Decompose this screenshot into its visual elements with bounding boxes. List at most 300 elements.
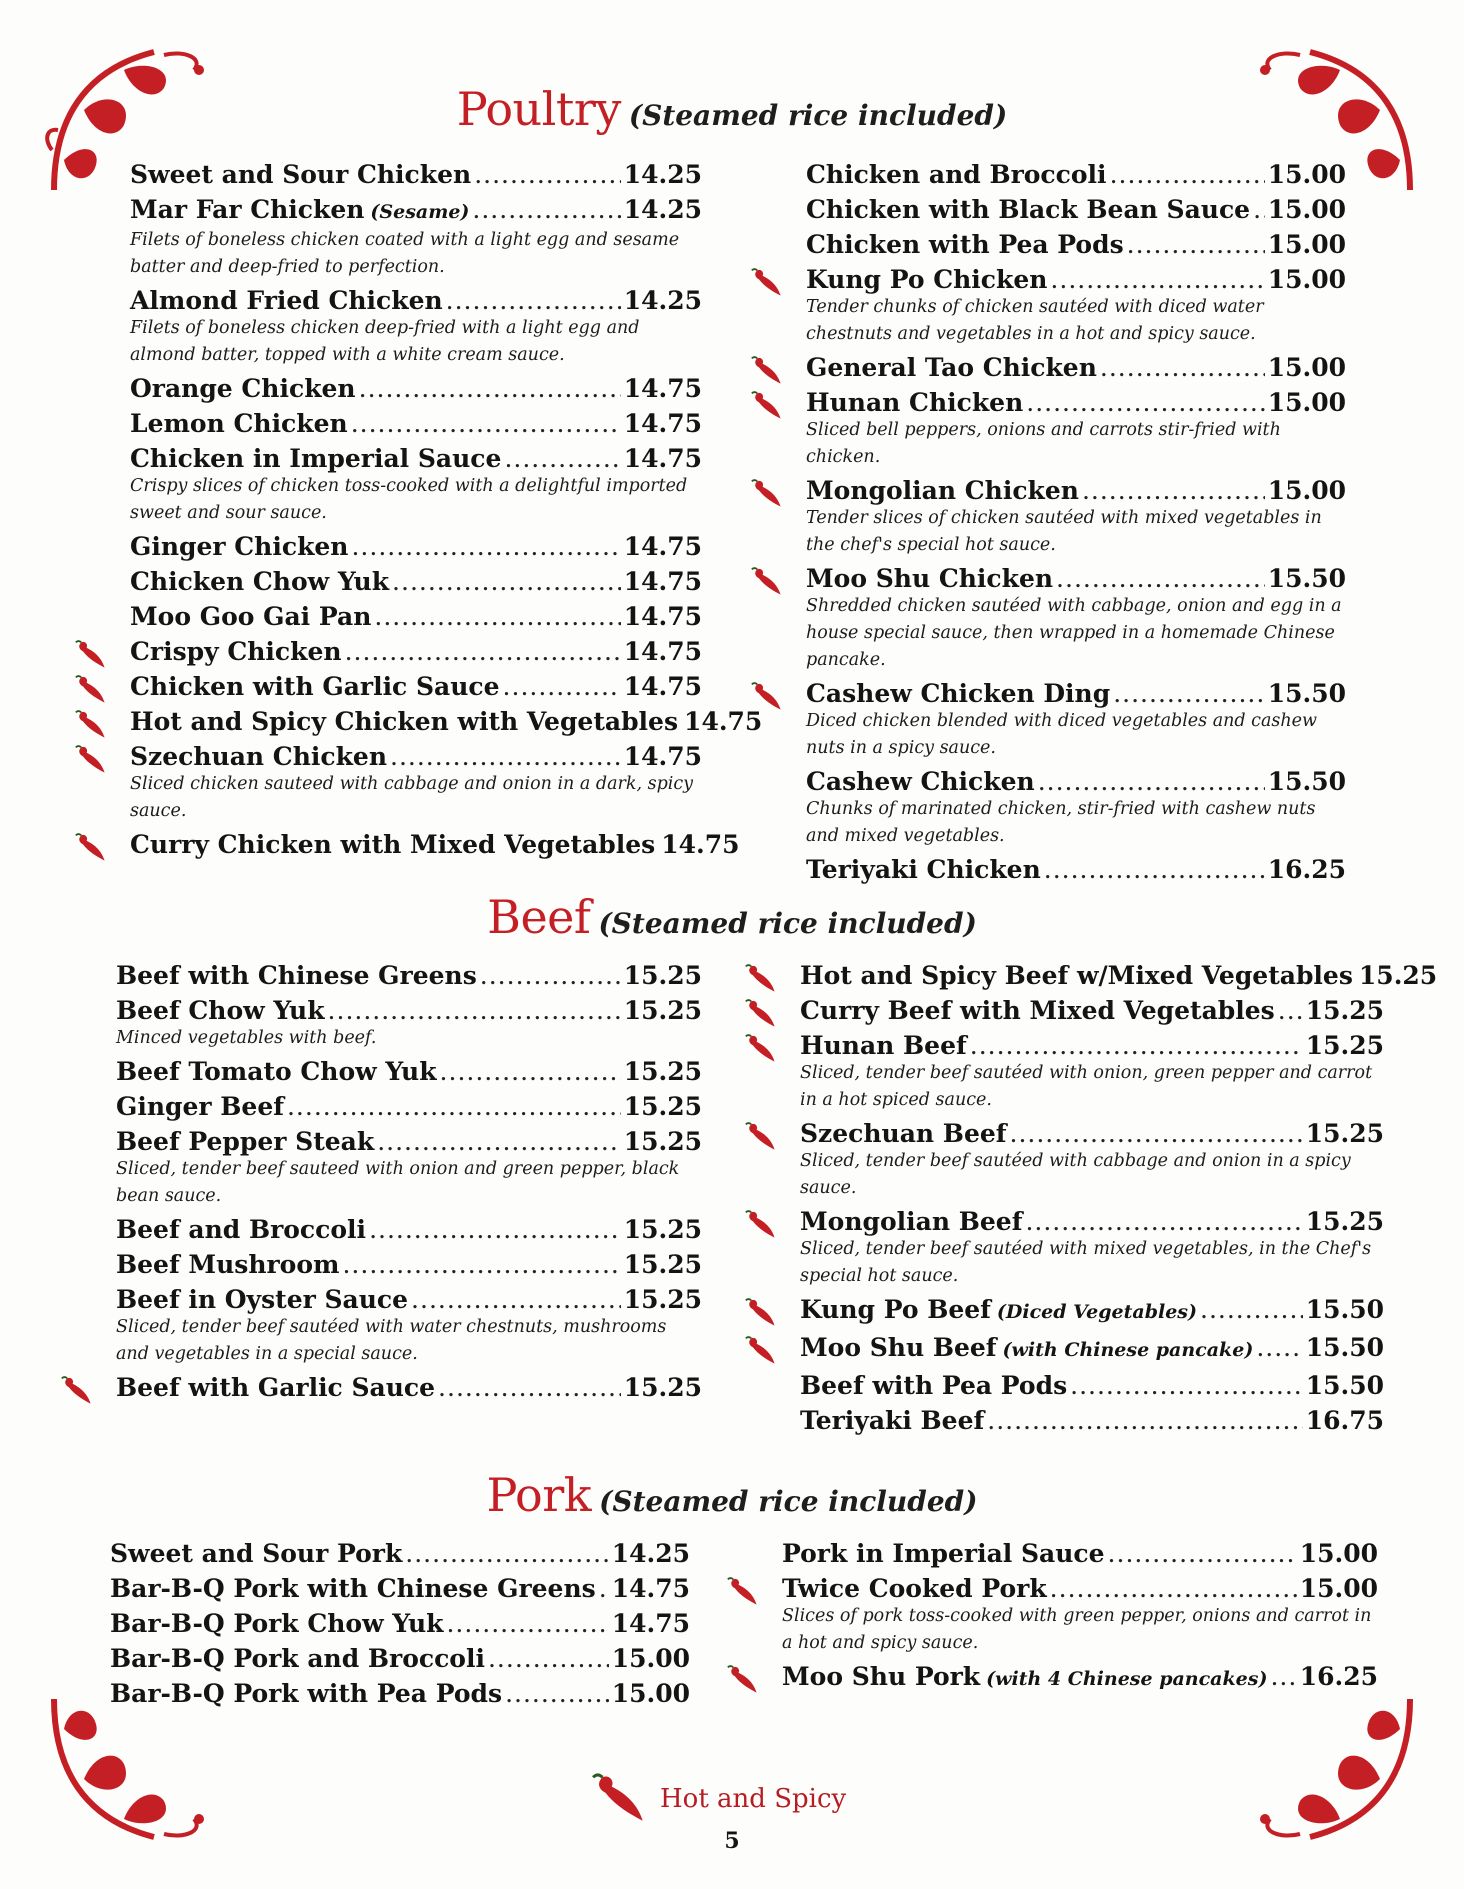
menu-item: [806, 262, 1346, 348]
menu-item: [800, 1368, 1384, 1403]
dot-leader: [1038, 764, 1265, 799]
menu-item-row: [130, 406, 702, 441]
menu-item: [800, 958, 1438, 993]
menu-item-row: [806, 262, 1346, 297]
menu-item-name: Moo Goo Gai Pan: [130, 602, 372, 631]
dot-leader: [440, 1054, 621, 1089]
menu-item: [116, 993, 702, 1052]
dot-leader: [1082, 473, 1265, 508]
menu-item-row: [130, 669, 702, 704]
menu-item-row: [116, 1212, 702, 1247]
menu-item-price: 14.75: [623, 444, 702, 473]
menu-item: [130, 441, 702, 527]
menu-item-description: Chunks of marinated chicken, stir-fried with cashew nuts and mixed vegetables.: [806, 799, 1316, 846]
chili-pepper-icon: [750, 477, 786, 511]
menu-item: [130, 192, 702, 281]
menu-item: [800, 1204, 1384, 1290]
chili-pepper-icon: [744, 1296, 780, 1330]
floral-corner-icon: [1250, 1689, 1420, 1849]
menu-item-price: 15.00: [1267, 160, 1346, 189]
menu-item-description: Sliced bell peppers, onions and carrots stir-fried with chicken.: [806, 420, 1281, 467]
menu-item-name: Almond Fried Chicken: [130, 286, 443, 315]
menu-item-name: Curry Chicken with Mixed Vegetables: [130, 830, 656, 859]
menu-item-name: Beef Mushroom: [116, 1250, 340, 1279]
chili-pepper-icon: [74, 638, 110, 672]
menu-item-price: 14.75: [611, 1609, 690, 1638]
menu-item: [116, 1212, 702, 1247]
menu-item-row: [806, 385, 1346, 420]
chili-pepper-svg: [74, 743, 110, 777]
menu-item-note: (Sesame): [370, 201, 470, 223]
menu-item-row: [806, 350, 1346, 385]
dot-leader: [390, 739, 621, 774]
menu-item: [110, 1676, 690, 1711]
dot-leader: [345, 634, 621, 669]
menu-item-row: [130, 564, 702, 599]
menu-item-row: [130, 529, 702, 564]
menu-item: [806, 227, 1346, 262]
hot-and-spicy-legend: [590, 1770, 846, 1828]
dot-leader: [1025, 1204, 1302, 1239]
menu-item-name: Beef Tomato Chow Yuk: [116, 1057, 437, 1086]
menu-item-name: Twice Cooked Pork: [782, 1574, 1047, 1603]
menu-item-price: 16.25: [1299, 1662, 1378, 1691]
menu-item-name: Mongolian Beef: [800, 1207, 1023, 1236]
chili-pepper-svg: [74, 708, 110, 742]
menu-item-row: [806, 192, 1346, 227]
menu-item-name: Sweet and Sour Pork: [110, 1539, 403, 1568]
menu-item-row: [800, 1116, 1384, 1151]
menu-item: [130, 704, 763, 739]
dot-leader: [392, 564, 621, 599]
menu-item: [110, 1536, 690, 1571]
floral-corner-svg: [44, 1689, 214, 1849]
menu-item-price: 15.25: [1305, 1119, 1384, 1148]
menu-item-price: 14.75: [611, 1574, 690, 1603]
menu-item-name: Beef in Oyster Sauce: [116, 1285, 409, 1314]
dot-leader: [1056, 561, 1265, 596]
menu-item: [130, 157, 702, 192]
chili-pepper-icon: [744, 1032, 780, 1066]
menu-item-name: Beef with Chinese Greens: [116, 961, 477, 990]
chili-pepper-icon: [74, 673, 110, 707]
dot-leader: [970, 1028, 1303, 1063]
menu-item: [130, 371, 702, 406]
menu-item: [130, 283, 702, 369]
menu-item-price: 15.25: [623, 1285, 702, 1314]
chili-pepper-icon: [750, 354, 786, 388]
menu-item-row: [116, 958, 702, 993]
menu-item-name: Bar-B-Q Pork Chow Yuk: [110, 1609, 444, 1638]
section-title: Poultry: [456, 82, 621, 136]
menu-item-price: 15.00: [611, 1644, 690, 1673]
menu-item-description: Minced vegetables with beef.: [116, 1028, 377, 1048]
dot-leader: [1278, 993, 1303, 1028]
menu-item-description: Sliced chicken sauteed with cabbage and onion in a dark, spicy sauce.: [130, 774, 694, 821]
chili-pepper-icon: [750, 389, 786, 423]
dot-leader: [328, 993, 621, 1028]
dot-leader: [1070, 1368, 1303, 1403]
pork-heading: [0, 1468, 1464, 1522]
menu-item-price: 14.25: [623, 286, 702, 315]
dot-leader: [505, 1676, 609, 1711]
menu-item-row: [782, 1536, 1378, 1571]
dot-leader: [1113, 676, 1264, 711]
menu-item-name: Kung Po Beef: [800, 1295, 991, 1324]
menu-item-description: Crispy slices of chicken toss-cooked with a delightful imported sweet and sour sauce.: [130, 476, 688, 523]
chili-pepper-svg: [726, 1575, 762, 1609]
dot-leader: [351, 529, 620, 564]
menu-item-description: Diced chicken blended with diced vegetables and cashew nuts in a spicy sauce.: [806, 711, 1317, 758]
menu-item-row: [800, 958, 1438, 993]
menu-item: [806, 561, 1346, 674]
menu-item-row: [800, 1204, 1384, 1239]
menu-item-row: [130, 441, 702, 476]
menu-item-name: Bar-B-Q Pork with Pea Pods: [110, 1679, 503, 1708]
menu-item-price: 15.25: [623, 961, 702, 990]
menu-item: [800, 1116, 1384, 1202]
menu-item-name: Beef and Broccoli: [116, 1215, 367, 1244]
chili-pepper-icon: [744, 997, 780, 1031]
dot-leader: [474, 157, 621, 192]
menu-item-row: [806, 561, 1346, 596]
menu-item-price: 15.25: [1305, 1207, 1384, 1236]
menu-item-name: Chicken and Broccoli: [806, 160, 1107, 189]
menu-item-row: [130, 371, 702, 406]
dot-leader: [405, 1536, 608, 1571]
menu-item-description: Tender chunks of chicken sautéed with diced water chestnuts and vegetables in a hot and spicy sauce.: [806, 297, 1264, 344]
dot-leader: [1110, 157, 1265, 192]
menu-item-name: Szechuan Beef: [800, 1119, 1007, 1148]
menu-item-price: 15.50: [1305, 1295, 1384, 1324]
menu-item: [806, 852, 1346, 887]
menu-item-name: Pork in Imperial Sauce: [782, 1539, 1105, 1568]
menu-item-row: [130, 157, 702, 192]
dot-leader: [369, 1212, 621, 1247]
menu-item-row: [116, 1089, 702, 1124]
beef-left-column: [116, 958, 702, 1405]
poultry-heading: [0, 82, 1464, 136]
menu-item-name: Hunan Chicken: [806, 388, 1024, 417]
menu-item-price: 15.25: [1305, 1031, 1384, 1060]
menu-item-name: Chicken with Garlic Sauce: [130, 672, 500, 701]
chili-pepper-icon: [74, 831, 110, 865]
dot-leader: [1108, 1536, 1297, 1571]
dot-leader: [411, 1282, 621, 1317]
menu-item-row: [130, 827, 740, 862]
menu-item-price: 15.25: [1358, 961, 1438, 990]
menu-item-name: Beef with Garlic Sauce: [116, 1373, 436, 1402]
dot-leader: [504, 441, 620, 476]
section-subtitle: (Steamed rice included): [628, 99, 1008, 132]
menu-item-row: [800, 1292, 1384, 1330]
chili-pepper-icon: [726, 1663, 762, 1697]
menu-item-name: Moo Shu Pork: [782, 1662, 981, 1691]
section-title: Beef: [487, 890, 591, 944]
menu-item: [806, 192, 1346, 227]
menu-item-row: [116, 993, 702, 1028]
menu-item-price: 14.25: [611, 1539, 690, 1568]
chili-pepper-svg: [744, 1032, 780, 1066]
poultry-right-column: [806, 157, 1346, 887]
chili-pepper-icon: [74, 708, 110, 742]
menu-item-price: 14.75: [623, 409, 702, 438]
menu-item-price: 15.25: [623, 1092, 702, 1121]
menu-item-price: 15.25: [623, 1373, 702, 1402]
section-title: Pork: [486, 1468, 592, 1522]
dot-leader: [1044, 852, 1265, 887]
menu-item: [116, 1054, 702, 1089]
menu-item: [806, 157, 1346, 192]
menu-item: [806, 473, 1346, 559]
menu-item-price: 16.25: [1267, 855, 1346, 884]
menu-item-row: [800, 1330, 1384, 1368]
menu-item-price: 15.00: [1267, 230, 1346, 259]
menu-item-row: [130, 283, 702, 318]
menu-item-row: [800, 993, 1384, 1028]
menu-item: [116, 1124, 702, 1210]
menu-item-row: [130, 704, 763, 739]
menu-item: [130, 634, 702, 669]
chili-pepper-svg: [744, 1334, 780, 1368]
menu-item-price: 14.75: [623, 567, 702, 596]
menu-item-price: 15.00: [1299, 1539, 1378, 1568]
menu-item-name: Hot and Spicy Beef w/Mixed Vegetables: [800, 961, 1353, 990]
menu-item-description: Filets of boneless chicken coated with a light egg and sesame batter and deep-fried to perfection.: [130, 230, 680, 277]
menu-item-row: [806, 157, 1346, 192]
menu-item-row: [130, 192, 702, 230]
menu-item-name: Chicken with Pea Pods: [806, 230, 1124, 259]
chili-pepper-svg: [74, 831, 110, 865]
dot-leader: [599, 1571, 609, 1606]
menu-item-name: Cashew Chicken: [806, 767, 1035, 796]
menu-item-row: [130, 634, 702, 669]
poultry-left-column: [130, 157, 763, 862]
chili-pepper-icon: [750, 266, 786, 300]
chili-pepper-svg: [744, 1208, 780, 1242]
menu-item-price: 15.25: [623, 996, 702, 1025]
menu-item-row: [806, 227, 1346, 262]
dot-leader: [1200, 1292, 1303, 1327]
chili-pepper-svg: [590, 1770, 652, 1828]
menu-item: [130, 827, 740, 862]
menu-item: [110, 1641, 690, 1676]
menu-item-row: [116, 1282, 702, 1317]
menu-item-row: [116, 1370, 702, 1405]
menu-item: [130, 669, 702, 704]
menu-item-price: 15.25: [623, 1127, 702, 1156]
menu-item-row: [110, 1641, 690, 1676]
menu-item-name: Moo Shu Chicken: [806, 564, 1054, 593]
chili-pepper-svg: [74, 638, 110, 672]
menu-item: [806, 385, 1346, 471]
menu-item-description: Tender slices of chicken sautéed with mixed vegetables in the chef's special hot sauce.: [806, 508, 1322, 555]
menu-item-name: Chicken with Black Bean Sauce: [806, 195, 1251, 224]
menu-item-price: 15.50: [1305, 1333, 1384, 1362]
pork-left-column: [110, 1536, 690, 1711]
menu-item-name: Chicken Chow Yuk: [130, 567, 390, 596]
chili-pepper-icon: [74, 743, 110, 777]
menu-item-price: 15.25: [623, 1250, 702, 1279]
menu-item-price: 15.00: [1267, 265, 1346, 294]
menu-item-description: Sliced, tender beef sautéed with water chestnuts, mushrooms and vegetables in a special sauce.: [116, 1317, 667, 1364]
menu-item-name: Bar-B-Q Pork with Chinese Greens: [110, 1574, 596, 1603]
dot-leader: [351, 406, 621, 441]
dot-leader: [438, 1370, 621, 1405]
menu-item-name: Teriyaki Beef: [800, 1406, 985, 1435]
menu-item-name: Hunan Beef: [800, 1031, 967, 1060]
menu-item-description: Sliced, tender beef sautéed with onion, green pepper and carrot in a hot spiced sauce.: [800, 1063, 1373, 1110]
dot-leader: [480, 958, 621, 993]
menu-item-name: Curry Beef with Mixed Vegetables: [800, 996, 1275, 1025]
menu-item: [116, 1089, 702, 1124]
menu-item-price: 15.50: [1267, 564, 1346, 593]
chili-pepper-icon: [750, 565, 786, 599]
chili-pepper-icon: [744, 1120, 780, 1154]
menu-item-row: [800, 1368, 1384, 1403]
menu-item: [800, 1028, 1384, 1114]
chili-pepper-svg: [750, 266, 786, 300]
menu-item: [130, 406, 702, 441]
menu-item-row: [800, 1403, 1384, 1438]
beef-right-column: [800, 958, 1438, 1438]
menu-item-description: Sliced, tender beef sautéed with cabbage and onion in a spicy sauce.: [800, 1151, 1351, 1198]
menu-item-name: Lemon Chicken: [130, 409, 348, 438]
chili-pepper-svg: [750, 680, 786, 714]
menu-item-name: Beef with Pea Pods: [800, 1371, 1068, 1400]
menu-item-price: 15.25: [623, 1057, 702, 1086]
menu-item-price: 14.75: [623, 602, 702, 631]
dot-leader: [377, 1124, 621, 1159]
menu-item-price: 15.00: [1299, 1574, 1378, 1603]
menu-item: [800, 1403, 1384, 1438]
dot-leader: [472, 192, 620, 227]
chili-pepper-icon: [744, 962, 780, 996]
menu-item-description: Slices of pork toss-cooked with green pepper, onions and carrot in a hot and spicy sauce.: [782, 1606, 1372, 1653]
menu-item-name: Beef Chow Yuk: [116, 996, 325, 1025]
menu-item-description: Sliced, tender beef sautéed with mixed vegetables, in the Chef's special hot sauce.: [800, 1239, 1372, 1286]
menu-item-row: [806, 676, 1346, 711]
menu-item-note: (with 4 Chinese pancakes): [986, 1668, 1268, 1690]
dot-leader: [446, 1606, 608, 1641]
menu-item-row: [782, 1659, 1378, 1697]
menu-item: [782, 1536, 1378, 1571]
menu-item-price: 15.00: [1267, 195, 1346, 224]
chili-pepper-svg: [744, 1296, 780, 1330]
chili-pepper-icon: [590, 1770, 652, 1828]
legend-label: Hot and Spicy: [660, 1784, 847, 1814]
chili-pepper-svg: [74, 673, 110, 707]
section-subtitle: (Steamed rice included): [598, 907, 977, 940]
menu-item: [110, 1606, 690, 1641]
dot-leader: [359, 371, 621, 406]
chili-pepper-icon: [60, 1374, 96, 1408]
menu-item-price: 14.25: [623, 160, 702, 189]
menu-item-price: 14.75: [623, 672, 702, 701]
menu-item-price: 15.00: [1267, 353, 1346, 382]
menu-item: [116, 1282, 702, 1368]
dot-leader: [1100, 350, 1265, 385]
menu-item-price: 15.25: [623, 1215, 702, 1244]
chili-pepper-icon: [744, 1334, 780, 1368]
menu-item-note: (Diced Vegetables): [996, 1301, 1197, 1323]
menu-item-row: [110, 1536, 690, 1571]
menu-item-row: [130, 739, 702, 774]
menu-item-description: Sliced, tender beef sauteed with onion and green pepper, black bean sauce.: [116, 1159, 680, 1206]
menu-item: [116, 1247, 702, 1282]
menu-item-price: 15.50: [1267, 679, 1346, 708]
dot-leader: [987, 1403, 1302, 1438]
menu-item-name: Ginger Beef: [116, 1092, 284, 1121]
menu-item-name: Crispy Chicken: [130, 637, 342, 666]
menu-item-price: 16.75: [1305, 1406, 1384, 1435]
menu-item-name: Sweet and Sour Chicken: [130, 160, 472, 189]
menu-item: [806, 350, 1346, 385]
chili-pepper-svg: [744, 1120, 780, 1154]
menu-item-row: [110, 1676, 690, 1711]
dot-leader: [1256, 1330, 1302, 1365]
menu-item-name: Cashew Chicken Ding: [806, 679, 1111, 708]
dot-leader: [1270, 1659, 1296, 1694]
menu-item-price: 15.25: [1305, 996, 1384, 1025]
menu-item-price: 14.75: [623, 374, 702, 403]
dot-leader: [488, 1641, 609, 1676]
dot-leader: [1026, 385, 1264, 420]
menu-item-row: [806, 764, 1346, 799]
menu-item: [130, 564, 702, 599]
menu-item-price: 14.25: [623, 195, 702, 224]
menu-item-price: 15.00: [611, 1679, 690, 1708]
menu-item-name: Ginger Chicken: [130, 532, 349, 561]
chili-pepper-svg: [726, 1663, 762, 1697]
menu-item: [130, 529, 702, 564]
menu-item-row: [806, 852, 1346, 887]
menu-item-price: 14.75: [684, 707, 763, 736]
chili-pepper-svg: [744, 962, 780, 996]
menu-item-name: General Tao Chicken: [806, 353, 1097, 382]
chili-pepper-svg: [750, 389, 786, 423]
menu-item-description: Filets of boneless chicken deep-fried with a light egg and almond batter, topped with a white cream sauce.: [130, 318, 640, 365]
chili-pepper-svg: [750, 477, 786, 511]
pork-right-column: [782, 1536, 1378, 1697]
menu-item-description: Shredded chicken sautéed with cabbage, onion and egg in a house special sauce, then wrapped in a homemade Chinese pancake.: [806, 596, 1342, 670]
section-subtitle: (Steamed rice included): [599, 1485, 978, 1518]
dot-leader: [1050, 1571, 1297, 1606]
menu-item-row: [800, 1028, 1384, 1063]
chili-pepper-svg: [750, 565, 786, 599]
menu-item-price: 14.75: [623, 532, 702, 561]
dot-leader: [342, 1247, 620, 1282]
menu-item: [806, 676, 1346, 762]
menu-item-name: Chicken in Imperial Sauce: [130, 444, 502, 473]
menu-item-price: 15.50: [1267, 767, 1346, 796]
page-number: 5: [724, 1828, 740, 1854]
menu-item-name: Mongolian Chicken: [806, 476, 1079, 505]
floral-corner-icon: [44, 1689, 214, 1849]
menu-item-name: Kung Po Chicken: [806, 265, 1048, 294]
menu-item-name: Beef Pepper Steak: [116, 1127, 375, 1156]
menu-item-name: Mar Far Chicken: [130, 195, 365, 224]
menu-item-name: Szechuan Chicken: [130, 742, 388, 771]
menu-item-name: Orange Chicken: [130, 374, 356, 403]
menu-item-note: (with Chinese pancake): [1002, 1339, 1254, 1361]
menu-item-price: 15.00: [1267, 388, 1346, 417]
menu-item-row: [806, 473, 1346, 508]
menu-item-row: [116, 1054, 702, 1089]
menu-item-row: [116, 1247, 702, 1282]
menu-item-row: [110, 1571, 690, 1606]
menu-item: [116, 1370, 702, 1405]
